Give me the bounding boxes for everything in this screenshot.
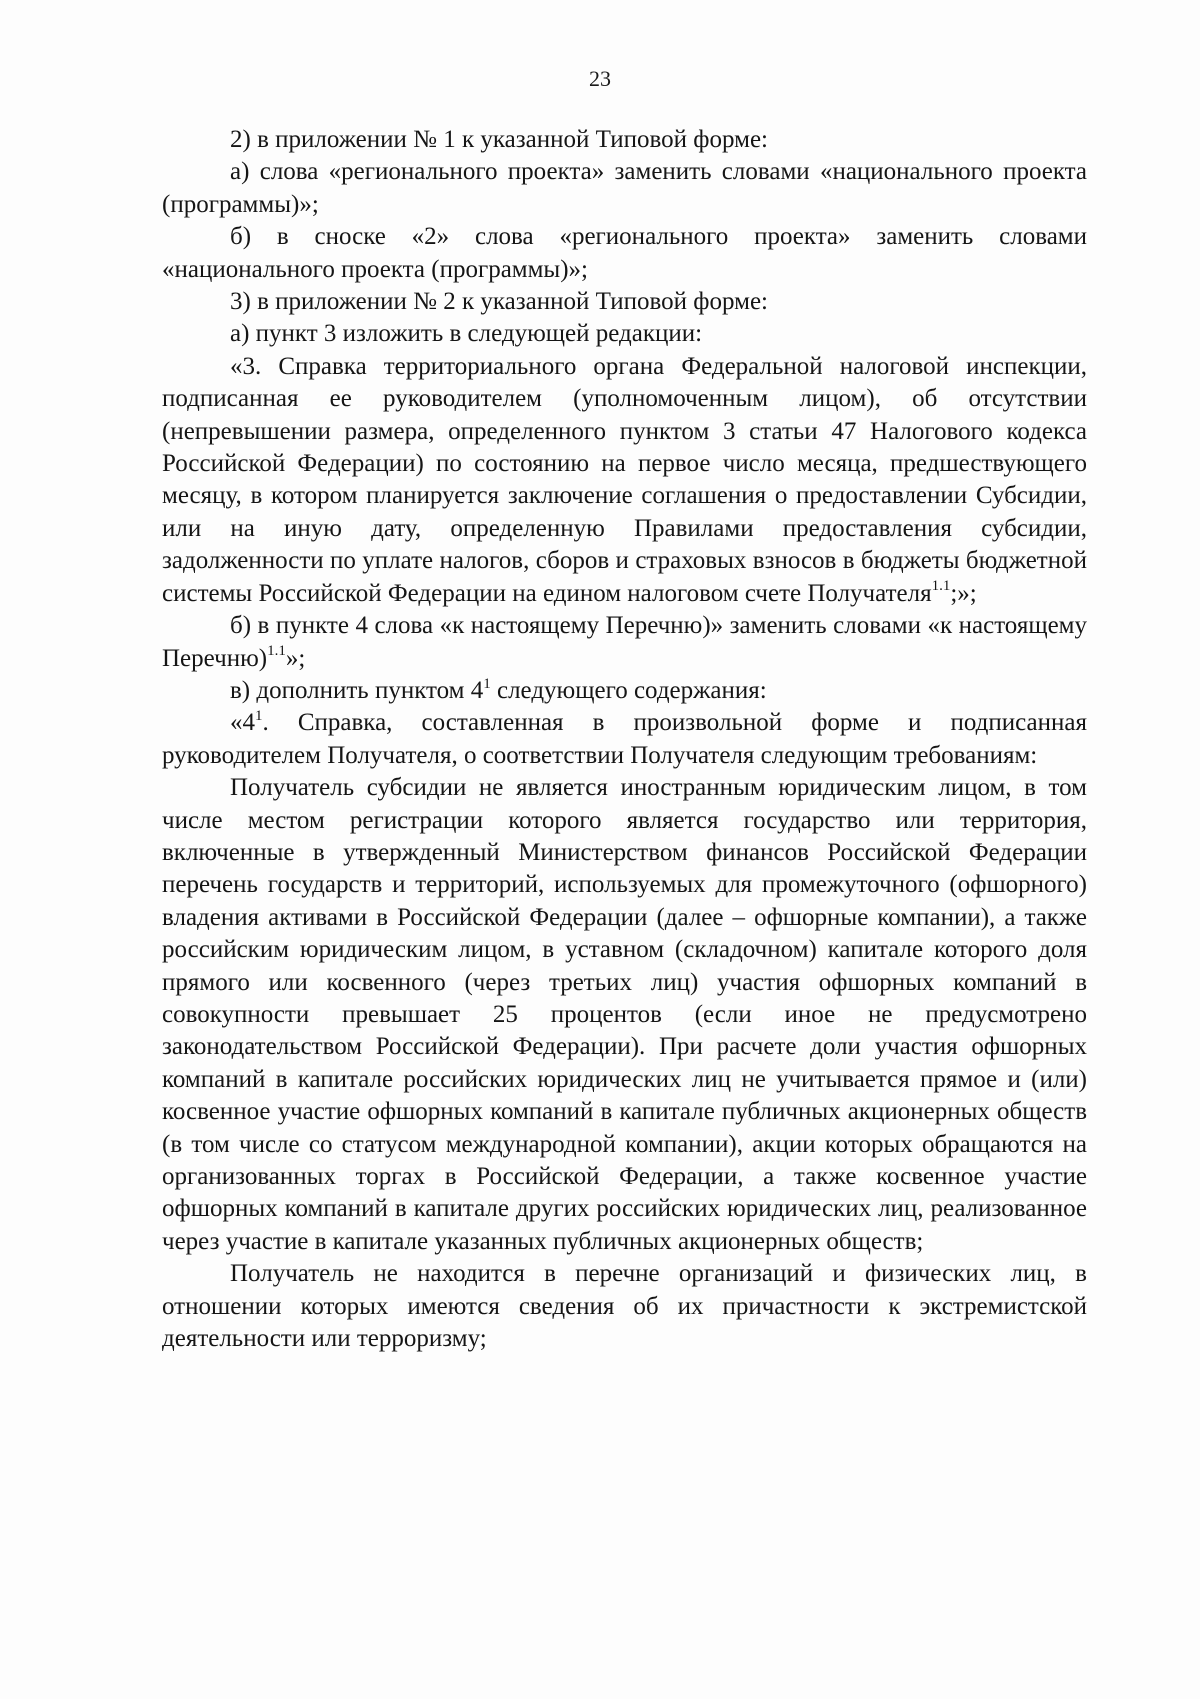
paragraph-item4-1-text: «$4^1$. Справка, составленная в произвольной форме и подписанная руководителем Получателя, о соответствии Получателя следующим требованиям:: [162, 707, 1087, 769]
footnote-ref: 1.1: [267, 643, 286, 660]
paragraph-annex2-a: а) пункт 3 изложить в следующей редакции:: [230, 320, 703, 348]
page-number: 23: [589, 66, 611, 91]
footnote-ref: 1.1: [931, 578, 951, 595]
paragraph-extremism-requirement: Получатель не находится в перечне организаций и физических лиц, в отношении которых имеются сведения об их причастности к экстремистской деятельности или терроризму;: [162, 1260, 1087, 1353]
paragraph-annex1-heading: 2) в приложении № 1 к указанной Типовой форме:: [230, 126, 768, 153]
paragraph-annex2-v: в) дополнить пунктом $4^1$ следующего содержания:: [230, 675, 767, 704]
paragraph-item3-text: «3. Справка территориального органа Федеральной налоговой инспекции, подписанная ее руководителем (уполномоченным лицом), об отсутствии (непревышении размера, определенного пунктом 3 статьи 47 Налогового кодекса Российской Федерации) по состоянию на первое число месяца, предшествующего месяцу, в котором планируется заключение соглашения о предоставлении Субсидии, или на иную дату, определенную Правилами предоставления субсидии, задолженности по уплате налогов, сборов и страховых взносов в бюджеты бюджетной системы Российской Федерации на едином налоговом счете Получателя$^{1.1}$;»;: [162, 352, 1087, 607]
document-body: [162, 124, 1087, 1355]
paragraph-annex1-a: а) слова «регионального проекта» заменить словами «национального проекта (программы)»;: [162, 158, 1087, 218]
paragraph-annex2-heading: 3) в приложении № 2 к указанной Типовой форме:: [230, 288, 768, 316]
superscript-index: 1: [255, 707, 263, 724]
paragraph-offshore-requirement: Получатель субсидии не является иностранным юридическим лицом, в том числе местом регистрации которого является государство или территория, включенные в утвержденный Министерством финансов Российской Федерации перечень государств и территорий, используемых для промежуточного (офшорного) владения активами в Российской Федерации (далее – офшорные компании), а также российским юридическим лицом, в уставном (складочном) капитале которого доля прямого или косвенного (через третьих лиц) участия офшорных компаний в совокупности превышает 25 процентов (если иное не предусмотрено законодательством Российской Федерации). При расчете доли участия офшорных компаний в капитале российских юридических лиц не учитывается прямое и (или) косвенное участие офшорных компаний в капитале публичных акционерных обществ (в том числе со статусом международной компании), акции которых обращаются на организованных торгах в Российской Федерации, а также косвенное участие офшорных компаний в капитале других российских юридических лиц, реализованное через участие в капитале указанных публичных акционерных обществ;: [162, 774, 1087, 1255]
superscript-index: 1: [483, 675, 491, 692]
paragraph-annex2-b: б) в пункте 4 слова «к настоящему Перечню)» заменить словами «к настоящему Перечню)$^{1.1}$»;: [162, 612, 1087, 672]
paragraph-annex1-b: б) в сноске «2» слова «регионального проекта» заменить словами «национального проекта (программы)»;: [162, 223, 1087, 283]
